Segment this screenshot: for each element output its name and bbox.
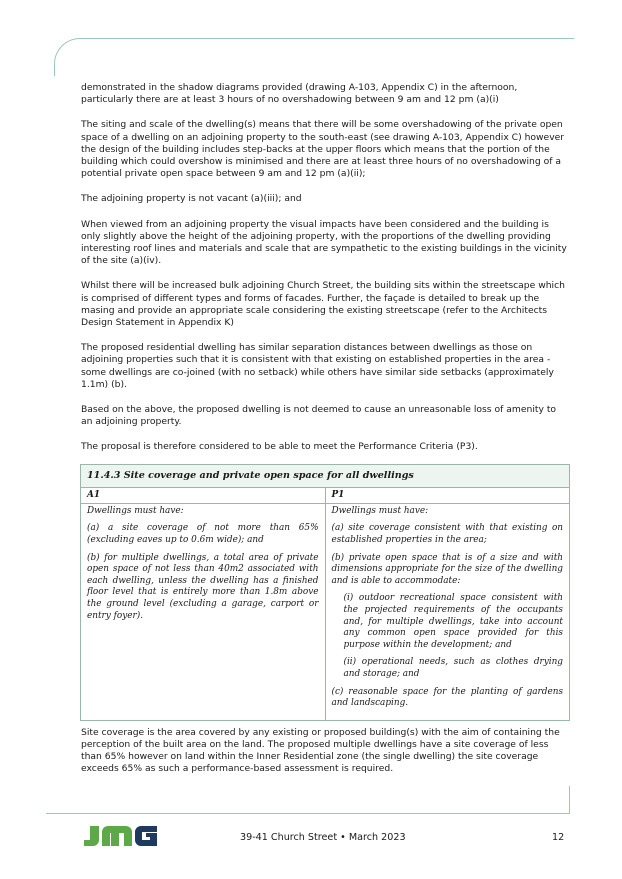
table-title: 11.4.3 Site coverage and private open space for all dwellings (81, 464, 570, 488)
table-text: (b) private open space that is of a size and with dimensions appropriate for the size of the dwelling and is able to accommodate: (331, 552, 563, 586)
acceptable-solution-cell (81, 503, 326, 720)
criteria-table (80, 464, 570, 721)
paragraph: The proposed residential dwelling has similar separation distances between dwellings as those on adjoining properties such that it is consistent with that existing on established properties in the area - some dwellings are co-joined (with no setback) while others have similar side setbacks (approximately 1.1m) (b). (81, 342, 554, 390)
table-text: (a) site coverage consistent with that existing on established properties in the area; (331, 523, 563, 546)
table-text: (ii) operational needs, such as clothes drying and storage; and (343, 657, 563, 679)
paragraph: Based on the above, the proposed dwelling is not deemed to cause an unreasonable loss of amenity to an adjoining property. (81, 404, 557, 428)
paragraph: When viewed from an adjoining property the visual impacts have been considered and the building is only slightly above the height of the adjoining property, with the proportions of the dwelling providing interesting roof lines and materials and scale that are sympathetic to the existing buildings in the vicinity of the site (a)(iv). (81, 218, 567, 267)
footer-title: 39-41 Church Street • March 2023 (240, 832, 406, 843)
page-frame-bottom (46, 786, 570, 814)
page-content (81, 82, 569, 789)
jmg-logo (82, 824, 159, 848)
paragraph: Whilst there will be increased bulk adjoining Church Street, the building sits within the streetscape which is comprised of different types and forms of facades. Further, the façade is detailed to break up the masing and provide an appropriate scale considering the existing streetscape (refer to the Architects Design Statement in Appendix K) (81, 280, 565, 329)
paragraph: The siting and scale of the dwelling(s) means that there will be some overshadowing of the private open space of a dwelling on an adjoining property to the south-east (see drawing A-103, Appendix C) however the design of the building includes step-backs at the upper floors which means that the portion of the building which could overshow is minimised and there are at least three hours of no overshadowing of a potential private open space between 9 am and 12 pm (a)(ii); (81, 119, 565, 180)
table-text: Dwellings must have: (87, 505, 184, 516)
table-text: Dwellings must have: (331, 505, 429, 516)
table-text: (b) for multiple dwellings, a total area of private open space of not less than 40m2 associated with each dwelling, unless the dwelling has a finished floor level that is entirely more than 1.8m above the ground level (excluding a garage, carport or entry foyer). (87, 552, 319, 621)
closing-paragraph: Site coverage is the area covered by any existing or proposed building(s) with the aim of containing the perception of the built area on the land. The proposed multiple dwellings have a site coverage of less than 65% however on land within the Inner Residential zone (the single dwelling) the site coverage exceeds 65% as such a performance-based assessment is required. (81, 726, 560, 775)
page-frame-top (54, 38, 574, 76)
paragraph: The adjoining property is not vacant (a)(iii); and (81, 193, 302, 205)
paragraph: The proposal is therefore considered to be able to meet the Performance Criteria (P3). (81, 441, 478, 453)
performance-criteria-cell (325, 503, 570, 720)
table-text: (a) a site coverage of not more than 65% (excluding eaves up to 0.6m wide); and (87, 523, 319, 546)
page-number: 12 (552, 832, 565, 843)
table-text: (i) outdoor recreational space consistent with the projected requirements of the occupants and, for multiple dwellings, take into account any common open space provided for this purpose within the development; and (343, 593, 563, 650)
paragraph: demonstrated in the shadow diagrams provided (drawing A-103, Appendix C) in the afternoon, particularly there are at least 3 hours of no overshadowing between 9 am and 12 pm (a)(i) (81, 82, 518, 106)
column-label-a1: A1 (81, 488, 326, 504)
column-label-p1: P1 (325, 488, 570, 504)
table-text: (c) reasonable space for the planting of gardens and landscaping. (331, 686, 563, 709)
